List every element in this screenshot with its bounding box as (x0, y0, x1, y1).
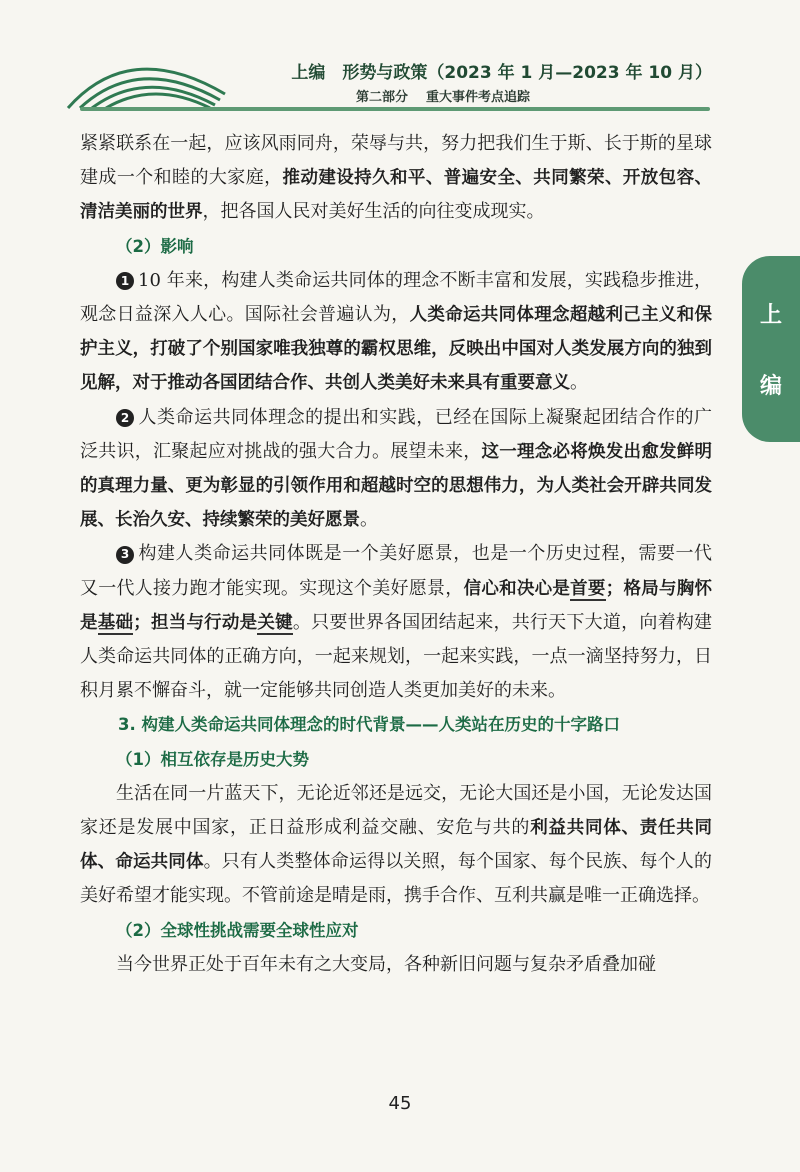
text-run: 当今世界正处于百年未有之大变局，各种新旧问题与复杂矛盾叠加碰 (116, 953, 656, 975)
bold-text: ；格局与胸怀是 (80, 578, 713, 633)
underlined-keyword: 基础 (97, 612, 134, 633)
subheading-interdependence: （1）相互依存是历史大势 (116, 749, 309, 769)
text-run: ，把各国人民对美好生活的向往变成现实。 (202, 201, 545, 223)
header-rule (80, 107, 710, 111)
text-run: 10 年来，构建人类命运共同体的理念不断丰富和发展，实践稳步推进，观念日益深入人心。国际社会普遍认为， (80, 269, 712, 326)
paragraph (80, 948, 712, 982)
page-number: 45 (388, 1093, 412, 1114)
paragraph (80, 127, 712, 230)
paragraph (80, 777, 712, 914)
page-body (80, 127, 712, 982)
subheading-global-challenges: （2）全球性挑战需要全球性应对 (116, 920, 359, 940)
header-arc-logo (60, 48, 230, 110)
list-item-1 (80, 264, 712, 401)
part-label: 第二部分 (356, 90, 409, 105)
number-badge: 1 (116, 272, 134, 290)
bold-text: 人类命运共同体理念超越利己主义和保护主义，打破了个别国家唯我独尊的霸权思维，反映出中国对人类发展方向的独到见解，对于推动各国团结合作、共创人类美好未来具有重要意义 (80, 305, 713, 394)
number-badge: 3 (116, 546, 134, 564)
text-run: 。只要世界各国团结起来，共行天下大道，向着构建人类命运共同体的正确方向，一起来规划，一起来实践，一点一滴坚持努力，日积月累不懈奋斗，就一定能够共同创造人类更加美好的未来。 (80, 611, 713, 702)
list-item-2 (80, 401, 712, 538)
text-run: 。 (360, 509, 378, 531)
underlined-keyword: 关键 (257, 612, 293, 633)
running-header-subtitle (356, 86, 530, 105)
bold-text: 信心和决心是 (463, 578, 571, 599)
bold-text: ；担当与行动是 (133, 612, 258, 633)
text-run: 人类命运共同体理念的提出和实践，已经在国际上凝聚起团结合作的广泛共识，汇聚起应对挑战的强大合力。展望未来， (80, 406, 712, 462)
bold-text: 利益共同体、责任共同体、命运共同体 (80, 818, 713, 873)
text-run: 紧紧联系在一起，应该风雨同舟，荣辱与共，努力把我们生于斯、长于斯的星球建成一个和睦的大家庭， (80, 133, 712, 189)
running-header-title: 上编 形势与政策（2023 年 1 月—2023 年 10 月） (291, 63, 712, 83)
section-tab-char: 上 (759, 303, 782, 328)
section-tab (742, 256, 800, 442)
number-badge: 2 (116, 409, 134, 427)
text-run: 。 (570, 372, 588, 394)
text-run: 。只有人类整体命运得以关照，每个国家、每个民族、每个人的美好希望才能实现。不管前途是晴是雨，携手合作、互利共赢是唯一正确选择。 (80, 851, 713, 907)
list-item-3 (80, 537, 712, 708)
bold-text: 推动建设持久和平、普遍安全、共同繁荣、开放包容、清洁美丽的世界 (80, 168, 713, 223)
section-heading-3: 3. 构建人类命运共同体理念的时代背景——人类站在历史的十字路口 (118, 715, 620, 735)
part-title: 重大事件考点追踪 (426, 90, 531, 105)
bold-text: 这一理念必将焕发出愈发鲜明的真理力量、更为彰显的引领作用和超越时空的思想伟力，为人类社会开辟共同发展、长治久安、持续繁荣的美好愿景 (80, 441, 712, 531)
text-run: 构建人类命运共同体既是一个美好愿景，也是一个历史过程，需要一代又一代人接力跑才能实现。实现这个美好愿景， (80, 543, 712, 599)
subheading-influence: （2）影响 (116, 236, 194, 256)
text-run: 生活在同一片蓝天下，无论近邻还是远交，无论大国还是小国，无论发达国家还是发展中国家，正日益形成利益交融、安危与共的 (80, 782, 712, 839)
underlined-keyword: 首要 (570, 578, 606, 599)
section-tab-char: 编 (759, 374, 782, 399)
